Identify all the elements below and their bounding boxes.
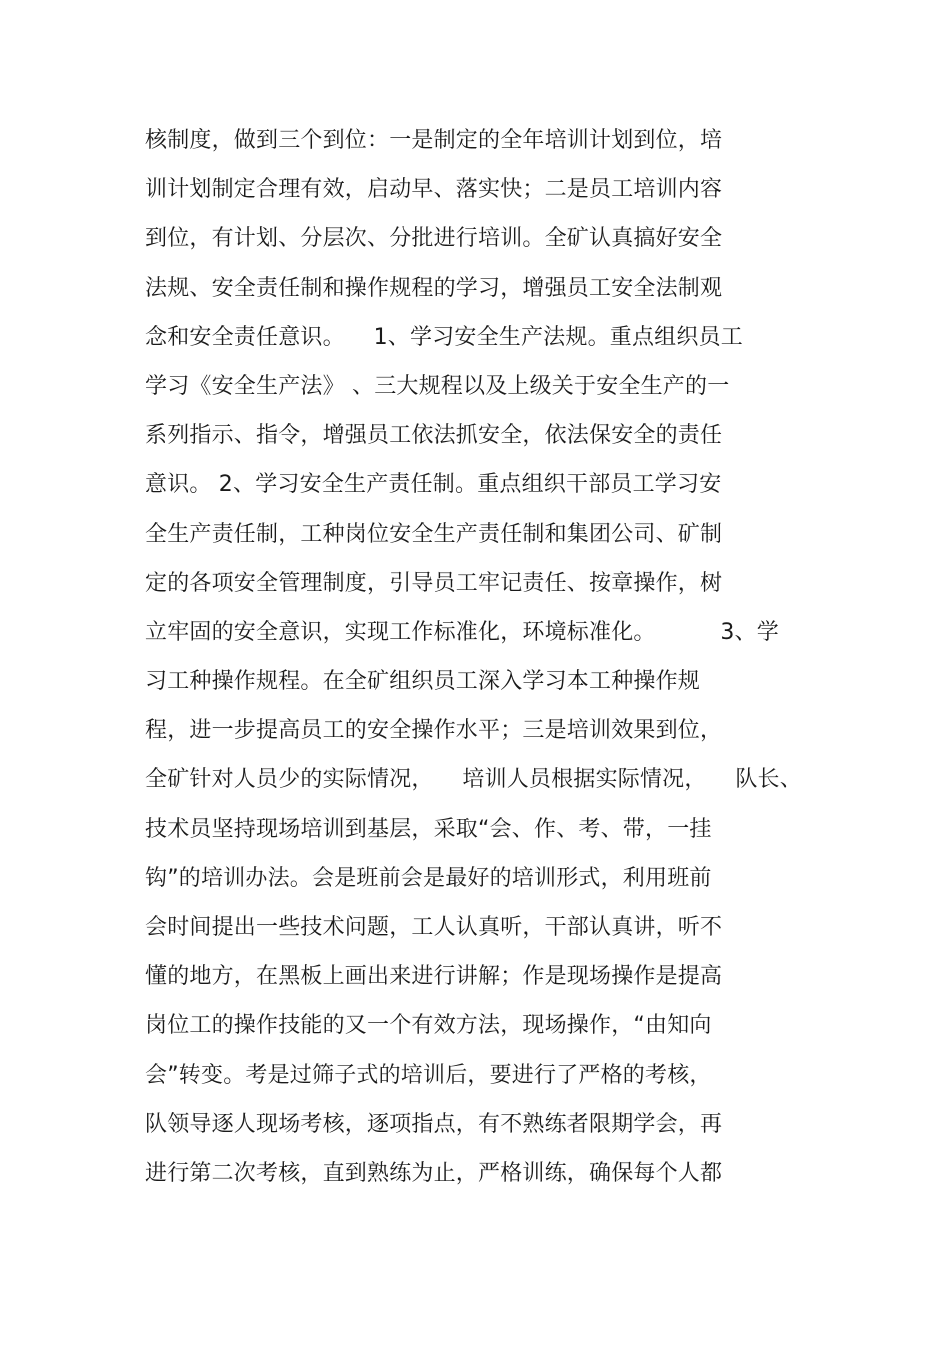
- text-line: 会”转变。考是过筛子式的培训后，要进行了严格的考核，: [145, 1062, 712, 1088]
- text-line: 懂的地方，在黑板上画出来进行讲解；作是现场操作是提高: [145, 964, 723, 990]
- text-line: 系列指示、指令，增强员工依法抓安全，依法保安全的责任: [145, 423, 723, 449]
- text-line: 全生产责任制，工种岗位安全生产责任制和集团公司、矿制: [145, 521, 723, 547]
- text-line: 训计划制定合理有效，启动早、落实快；二是员工培训内容: [145, 177, 723, 203]
- text-line: 习工种操作规程。在全矿组织员工深入学习本工种操作规: [145, 669, 701, 695]
- text-line: 念和安全责任意识。 1、学习安全生产法规。重点组织员工: [145, 324, 743, 350]
- text-line: 会时间提出一些技术问题，工人认真听，干部认真讲，听不: [145, 915, 723, 940]
- body-text: [145, 123, 825, 1205]
- text-line: 岗位工的操作技能的又一个有效方法，现场操作，“由知向: [145, 1013, 712, 1039]
- text-line: 程，进一步提高员工的安全操作水平；三是培训效果到位，: [145, 718, 723, 744]
- text-line: 学习《安全生产法》 、三大规程以及上级关于安全生产的一: [145, 373, 730, 399]
- text-line: 技术员坚持现场培训到基层，采取“会、作、考、带，一挂: [145, 816, 712, 842]
- text-line: 立牢固的安全意识，实现工作标准化，环境标准化。 3、学: [145, 619, 779, 645]
- text-line: 到位，有计划、分层次、分批进行培训。全矿认真搞好安全: [145, 226, 723, 252]
- text-line: 意识。 2、学习安全生产责任制。重点组织干部员工学习安: [145, 472, 722, 498]
- text-line: 全矿针对人员少的实际情况， 培训人员根据实际情况， 队长、: [145, 767, 802, 793]
- text-line: 队领导逐人现场考核，逐项指点，有不熟练者限期学会，再: [145, 1111, 723, 1137]
- text-line: 定的各项安全管理制度，引导员工牢记责任、按章操作，树: [145, 570, 723, 596]
- text-line: 法规、安全责任制和操作规程的学习，增强员工安全法制观: [145, 275, 723, 301]
- text-line: 钩”的培训办法。会是班前会是最好的培训形式，利用班前: [145, 865, 712, 891]
- text-line: 进行第二次考核，直到熟练为止，严格训练，确保每个人都: [145, 1160, 723, 1186]
- text-line: 核制度，做到三个到位：一是制定的全年培训计划到位，培: [145, 128, 723, 153]
